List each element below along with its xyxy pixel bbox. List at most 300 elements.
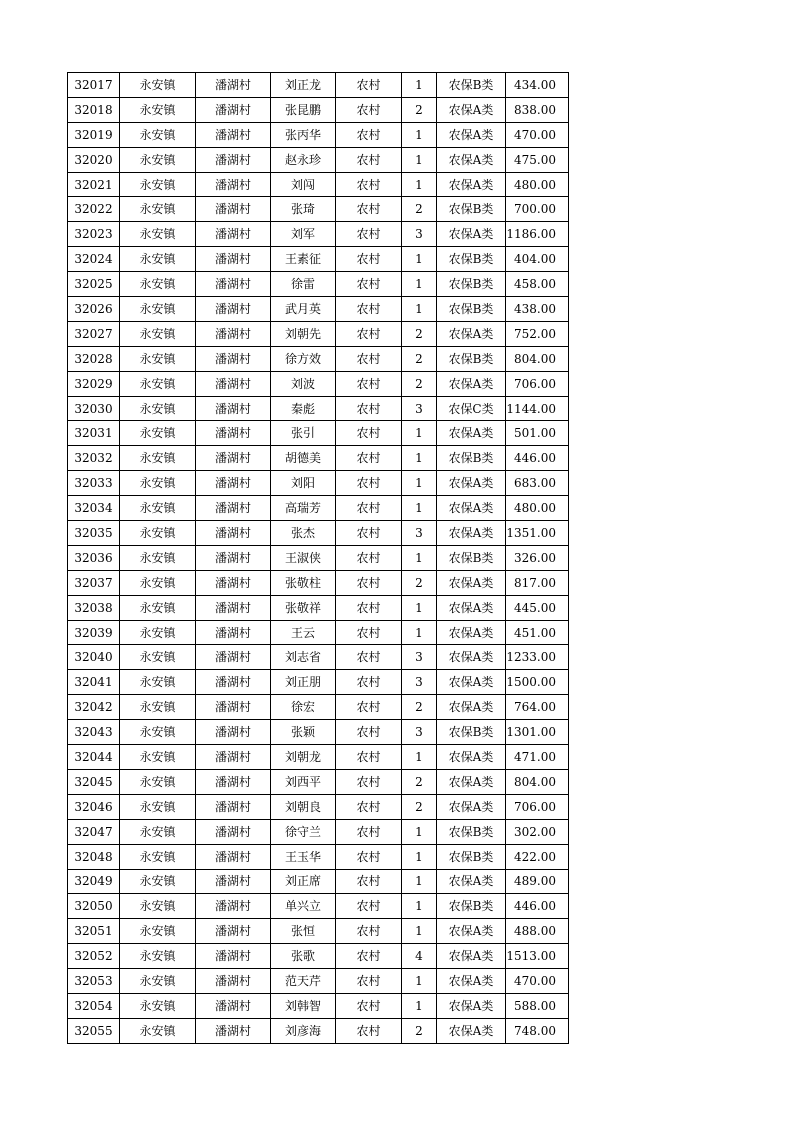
record-id-cell: 32028 bbox=[68, 346, 120, 371]
type-cell: 农村 bbox=[336, 869, 402, 894]
record-id-cell: 32051 bbox=[68, 919, 120, 944]
amount-cell: 488.00 bbox=[506, 919, 569, 944]
household-count-cell: 1 bbox=[402, 272, 437, 297]
name-cell: 张颖 bbox=[271, 720, 336, 745]
household-count-cell: 1 bbox=[402, 496, 437, 521]
name-cell: 张丙华 bbox=[271, 122, 336, 147]
town-cell: 永安镇 bbox=[120, 97, 196, 122]
town-cell: 永安镇 bbox=[120, 496, 196, 521]
amount-cell: 471.00 bbox=[506, 745, 569, 770]
insurance-class-cell: 农保B类 bbox=[437, 844, 506, 869]
record-id-cell: 32048 bbox=[68, 844, 120, 869]
table-row bbox=[68, 919, 569, 944]
type-cell: 农村 bbox=[336, 844, 402, 869]
table-row bbox=[68, 222, 569, 247]
village-cell: 潘湖村 bbox=[196, 471, 271, 496]
name-cell: 张杰 bbox=[271, 521, 336, 546]
name-cell: 刘西平 bbox=[271, 769, 336, 794]
amount-cell: 764.00 bbox=[506, 695, 569, 720]
village-cell: 潘湖村 bbox=[196, 272, 271, 297]
village-cell: 潘湖村 bbox=[196, 1018, 271, 1043]
type-cell: 农村 bbox=[336, 595, 402, 620]
insurance-class-cell: 农保C类 bbox=[437, 396, 506, 421]
village-cell: 潘湖村 bbox=[196, 396, 271, 421]
type-cell: 农村 bbox=[336, 73, 402, 98]
town-cell: 永安镇 bbox=[120, 471, 196, 496]
amount-cell: 489.00 bbox=[506, 869, 569, 894]
town-cell: 永安镇 bbox=[120, 769, 196, 794]
town-cell: 永安镇 bbox=[120, 521, 196, 546]
village-cell: 潘湖村 bbox=[196, 222, 271, 247]
name-cell: 张敬祥 bbox=[271, 595, 336, 620]
village-cell: 潘湖村 bbox=[196, 247, 271, 272]
name-cell: 张琦 bbox=[271, 197, 336, 222]
type-cell: 农村 bbox=[336, 720, 402, 745]
table-row bbox=[68, 794, 569, 819]
household-count-cell: 1 bbox=[402, 993, 437, 1018]
insurance-class-cell: 农保A类 bbox=[437, 371, 506, 396]
household-count-cell: 1 bbox=[402, 122, 437, 147]
name-cell: 刘阳 bbox=[271, 471, 336, 496]
record-id-cell: 32053 bbox=[68, 969, 120, 994]
table-row bbox=[68, 819, 569, 844]
household-count-cell: 2 bbox=[402, 695, 437, 720]
insurance-class-cell: 农保A类 bbox=[437, 570, 506, 595]
table-row bbox=[68, 272, 569, 297]
record-id-cell: 32031 bbox=[68, 421, 120, 446]
name-cell: 刘闯 bbox=[271, 172, 336, 197]
record-id-cell: 32032 bbox=[68, 446, 120, 471]
household-count-cell: 2 bbox=[402, 97, 437, 122]
insurance-class-cell: 农保B类 bbox=[437, 73, 506, 98]
table-row bbox=[68, 869, 569, 894]
insurance-class-cell: 农保A类 bbox=[437, 172, 506, 197]
record-id-cell: 32040 bbox=[68, 645, 120, 670]
amount-cell: 804.00 bbox=[506, 346, 569, 371]
record-id-cell: 32042 bbox=[68, 695, 120, 720]
table-row bbox=[68, 620, 569, 645]
village-cell: 潘湖村 bbox=[196, 321, 271, 346]
village-cell: 潘湖村 bbox=[196, 297, 271, 322]
household-count-cell: 1 bbox=[402, 919, 437, 944]
type-cell: 农村 bbox=[336, 371, 402, 396]
table-row bbox=[68, 147, 569, 172]
name-cell: 刘波 bbox=[271, 371, 336, 396]
name-cell: 刘正朋 bbox=[271, 670, 336, 695]
name-cell: 高瑞芳 bbox=[271, 496, 336, 521]
village-cell: 潘湖村 bbox=[196, 620, 271, 645]
amount-cell: 501.00 bbox=[506, 421, 569, 446]
town-cell: 永安镇 bbox=[120, 396, 196, 421]
table-row bbox=[68, 670, 569, 695]
household-count-cell: 2 bbox=[402, 769, 437, 794]
insurance-class-cell: 农保A类 bbox=[437, 421, 506, 446]
insurance-class-cell: 农保A类 bbox=[437, 496, 506, 521]
insurance-class-cell: 农保A类 bbox=[437, 521, 506, 546]
type-cell: 农村 bbox=[336, 346, 402, 371]
table-row bbox=[68, 471, 569, 496]
record-id-cell: 32039 bbox=[68, 620, 120, 645]
household-count-cell: 1 bbox=[402, 73, 437, 98]
insurance-class-cell: 农保A类 bbox=[437, 869, 506, 894]
record-id-cell: 32027 bbox=[68, 321, 120, 346]
type-cell: 农村 bbox=[336, 969, 402, 994]
table-row bbox=[68, 521, 569, 546]
town-cell: 永安镇 bbox=[120, 346, 196, 371]
town-cell: 永安镇 bbox=[120, 745, 196, 770]
amount-cell: 470.00 bbox=[506, 969, 569, 994]
table-row bbox=[68, 371, 569, 396]
insurance-class-cell: 农保B类 bbox=[437, 446, 506, 471]
insurance-class-cell: 农保B类 bbox=[437, 297, 506, 322]
town-cell: 永安镇 bbox=[120, 720, 196, 745]
record-id-cell: 32045 bbox=[68, 769, 120, 794]
household-count-cell: 1 bbox=[402, 297, 437, 322]
amount-cell: 1144.00 bbox=[506, 396, 569, 421]
type-cell: 农村 bbox=[336, 670, 402, 695]
household-count-cell: 1 bbox=[402, 620, 437, 645]
amount-cell: 1233.00 bbox=[506, 645, 569, 670]
town-cell: 永安镇 bbox=[120, 122, 196, 147]
insurance-class-cell: 农保B类 bbox=[437, 819, 506, 844]
name-cell: 张恒 bbox=[271, 919, 336, 944]
amount-cell: 434.00 bbox=[506, 73, 569, 98]
town-cell: 永安镇 bbox=[120, 944, 196, 969]
record-id-cell: 32036 bbox=[68, 545, 120, 570]
household-count-cell: 1 bbox=[402, 147, 437, 172]
village-cell: 潘湖村 bbox=[196, 869, 271, 894]
type-cell: 农村 bbox=[336, 147, 402, 172]
type-cell: 农村 bbox=[336, 496, 402, 521]
type-cell: 农村 bbox=[336, 446, 402, 471]
amount-cell: 470.00 bbox=[506, 122, 569, 147]
record-id-cell: 32050 bbox=[68, 894, 120, 919]
table-row bbox=[68, 993, 569, 1018]
insurance-class-cell: 农保A类 bbox=[437, 993, 506, 1018]
table-row bbox=[68, 720, 569, 745]
type-cell: 农村 bbox=[336, 794, 402, 819]
name-cell: 刘正龙 bbox=[271, 73, 336, 98]
insurance-class-cell: 农保A类 bbox=[437, 769, 506, 794]
record-id-cell: 32035 bbox=[68, 521, 120, 546]
insurance-class-cell: 农保B类 bbox=[437, 272, 506, 297]
town-cell: 永安镇 bbox=[120, 794, 196, 819]
household-count-cell: 4 bbox=[402, 944, 437, 969]
table-row bbox=[68, 645, 569, 670]
town-cell: 永安镇 bbox=[120, 371, 196, 396]
village-cell: 潘湖村 bbox=[196, 595, 271, 620]
type-cell: 农村 bbox=[336, 570, 402, 595]
town-cell: 永安镇 bbox=[120, 1018, 196, 1043]
village-cell: 潘湖村 bbox=[196, 919, 271, 944]
amount-cell: 1301.00 bbox=[506, 720, 569, 745]
village-cell: 潘湖村 bbox=[196, 545, 271, 570]
name-cell: 刘正席 bbox=[271, 869, 336, 894]
record-id-cell: 32043 bbox=[68, 720, 120, 745]
amount-cell: 817.00 bbox=[506, 570, 569, 595]
name-cell: 王玉华 bbox=[271, 844, 336, 869]
village-cell: 潘湖村 bbox=[196, 969, 271, 994]
household-count-cell: 1 bbox=[402, 545, 437, 570]
table-row bbox=[68, 496, 569, 521]
village-cell: 潘湖村 bbox=[196, 97, 271, 122]
table-row bbox=[68, 545, 569, 570]
type-cell: 农村 bbox=[336, 197, 402, 222]
village-cell: 潘湖村 bbox=[196, 695, 271, 720]
insurance-class-cell: 农保A类 bbox=[437, 944, 506, 969]
amount-cell: 326.00 bbox=[506, 545, 569, 570]
amount-cell: 446.00 bbox=[506, 446, 569, 471]
household-count-cell: 1 bbox=[402, 894, 437, 919]
village-cell: 潘湖村 bbox=[196, 819, 271, 844]
household-count-cell: 1 bbox=[402, 819, 437, 844]
insurance-class-cell: 农保A类 bbox=[437, 471, 506, 496]
insurance-class-cell: 农保A类 bbox=[437, 321, 506, 346]
record-id-cell: 32044 bbox=[68, 745, 120, 770]
record-id-cell: 32041 bbox=[68, 670, 120, 695]
name-cell: 王淑侠 bbox=[271, 545, 336, 570]
type-cell: 农村 bbox=[336, 993, 402, 1018]
type-cell: 农村 bbox=[336, 769, 402, 794]
village-cell: 潘湖村 bbox=[196, 894, 271, 919]
type-cell: 农村 bbox=[336, 620, 402, 645]
household-count-cell: 1 bbox=[402, 421, 437, 446]
town-cell: 永安镇 bbox=[120, 894, 196, 919]
table-row bbox=[68, 695, 569, 720]
village-cell: 潘湖村 bbox=[196, 346, 271, 371]
record-id-cell: 32049 bbox=[68, 869, 120, 894]
household-count-cell: 2 bbox=[402, 794, 437, 819]
table-row bbox=[68, 769, 569, 794]
insurance-class-cell: 农保B类 bbox=[437, 545, 506, 570]
record-id-cell: 32055 bbox=[68, 1018, 120, 1043]
record-id-cell: 32018 bbox=[68, 97, 120, 122]
town-cell: 永安镇 bbox=[120, 247, 196, 272]
amount-cell: 480.00 bbox=[506, 172, 569, 197]
table-row bbox=[68, 346, 569, 371]
record-id-cell: 32024 bbox=[68, 247, 120, 272]
amount-cell: 838.00 bbox=[506, 97, 569, 122]
amount-cell: 458.00 bbox=[506, 272, 569, 297]
insurance-class-cell: 农保A类 bbox=[437, 122, 506, 147]
village-cell: 潘湖村 bbox=[196, 421, 271, 446]
household-count-cell: 2 bbox=[402, 346, 437, 371]
name-cell: 徐宏 bbox=[271, 695, 336, 720]
table-row bbox=[68, 172, 569, 197]
type-cell: 农村 bbox=[336, 321, 402, 346]
record-id-cell: 32047 bbox=[68, 819, 120, 844]
household-count-cell: 1 bbox=[402, 172, 437, 197]
type-cell: 农村 bbox=[336, 471, 402, 496]
town-cell: 永安镇 bbox=[120, 297, 196, 322]
amount-cell: 706.00 bbox=[506, 371, 569, 396]
type-cell: 农村 bbox=[336, 1018, 402, 1043]
amount-cell: 422.00 bbox=[506, 844, 569, 869]
record-id-cell: 32017 bbox=[68, 73, 120, 98]
record-id-cell: 32023 bbox=[68, 222, 120, 247]
town-cell: 永安镇 bbox=[120, 197, 196, 222]
town-cell: 永安镇 bbox=[120, 919, 196, 944]
town-cell: 永安镇 bbox=[120, 695, 196, 720]
town-cell: 永安镇 bbox=[120, 73, 196, 98]
type-cell: 农村 bbox=[336, 172, 402, 197]
household-count-cell: 2 bbox=[402, 1018, 437, 1043]
type-cell: 农村 bbox=[336, 297, 402, 322]
name-cell: 徐守兰 bbox=[271, 819, 336, 844]
town-cell: 永安镇 bbox=[120, 869, 196, 894]
village-cell: 潘湖村 bbox=[196, 993, 271, 1018]
town-cell: 永安镇 bbox=[120, 819, 196, 844]
amount-cell: 446.00 bbox=[506, 894, 569, 919]
table-row bbox=[68, 97, 569, 122]
record-id-cell: 32037 bbox=[68, 570, 120, 595]
household-count-cell: 3 bbox=[402, 396, 437, 421]
beneficiary-table bbox=[67, 72, 569, 1044]
town-cell: 永安镇 bbox=[120, 172, 196, 197]
table-row bbox=[68, 321, 569, 346]
name-cell: 武月英 bbox=[271, 297, 336, 322]
insurance-class-cell: 农保A类 bbox=[437, 222, 506, 247]
amount-cell: 1513.00 bbox=[506, 944, 569, 969]
amount-cell: 804.00 bbox=[506, 769, 569, 794]
record-id-cell: 32029 bbox=[68, 371, 120, 396]
town-cell: 永安镇 bbox=[120, 147, 196, 172]
name-cell: 胡德美 bbox=[271, 446, 336, 471]
insurance-class-cell: 农保B类 bbox=[437, 720, 506, 745]
type-cell: 农村 bbox=[336, 222, 402, 247]
name-cell: 刘朝龙 bbox=[271, 745, 336, 770]
household-count-cell: 3 bbox=[402, 720, 437, 745]
insurance-class-cell: 农保A类 bbox=[437, 645, 506, 670]
amount-cell: 451.00 bbox=[506, 620, 569, 645]
insurance-class-cell: 农保A类 bbox=[437, 147, 506, 172]
type-cell: 农村 bbox=[336, 247, 402, 272]
village-cell: 潘湖村 bbox=[196, 521, 271, 546]
town-cell: 永安镇 bbox=[120, 670, 196, 695]
insurance-class-cell: 农保A类 bbox=[437, 595, 506, 620]
name-cell: 单兴立 bbox=[271, 894, 336, 919]
town-cell: 永安镇 bbox=[120, 645, 196, 670]
amount-cell: 683.00 bbox=[506, 471, 569, 496]
type-cell: 农村 bbox=[336, 272, 402, 297]
household-count-cell: 2 bbox=[402, 570, 437, 595]
household-count-cell: 3 bbox=[402, 521, 437, 546]
insurance-class-cell: 农保B类 bbox=[437, 197, 506, 222]
table-body bbox=[68, 73, 569, 1044]
village-cell: 潘湖村 bbox=[196, 446, 271, 471]
household-count-cell: 2 bbox=[402, 371, 437, 396]
record-id-cell: 32054 bbox=[68, 993, 120, 1018]
insurance-class-cell: 农保A类 bbox=[437, 919, 506, 944]
record-id-cell: 32026 bbox=[68, 297, 120, 322]
amount-cell: 748.00 bbox=[506, 1018, 569, 1043]
amount-cell: 438.00 bbox=[506, 297, 569, 322]
name-cell: 王云 bbox=[271, 620, 336, 645]
type-cell: 农村 bbox=[336, 645, 402, 670]
table-row bbox=[68, 745, 569, 770]
table-row bbox=[68, 122, 569, 147]
village-cell: 潘湖村 bbox=[196, 371, 271, 396]
name-cell: 刘朝良 bbox=[271, 794, 336, 819]
name-cell: 徐雷 bbox=[271, 272, 336, 297]
village-cell: 潘湖村 bbox=[196, 197, 271, 222]
household-count-cell: 3 bbox=[402, 645, 437, 670]
amount-cell: 302.00 bbox=[506, 819, 569, 844]
type-cell: 农村 bbox=[336, 97, 402, 122]
village-cell: 潘湖村 bbox=[196, 122, 271, 147]
household-count-cell: 1 bbox=[402, 869, 437, 894]
type-cell: 农村 bbox=[336, 894, 402, 919]
name-cell: 王素征 bbox=[271, 247, 336, 272]
table-row bbox=[68, 595, 569, 620]
table-row bbox=[68, 1018, 569, 1043]
village-cell: 潘湖村 bbox=[196, 745, 271, 770]
town-cell: 永安镇 bbox=[120, 222, 196, 247]
insurance-class-cell: 农保A类 bbox=[437, 969, 506, 994]
insurance-class-cell: 农保A类 bbox=[437, 794, 506, 819]
amount-cell: 1186.00 bbox=[506, 222, 569, 247]
table-row bbox=[68, 894, 569, 919]
town-cell: 永安镇 bbox=[120, 620, 196, 645]
record-id-cell: 32021 bbox=[68, 172, 120, 197]
amount-cell: 480.00 bbox=[506, 496, 569, 521]
town-cell: 永安镇 bbox=[120, 321, 196, 346]
household-count-cell: 1 bbox=[402, 969, 437, 994]
town-cell: 永安镇 bbox=[120, 570, 196, 595]
amount-cell: 445.00 bbox=[506, 595, 569, 620]
insurance-class-cell: 农保A类 bbox=[437, 745, 506, 770]
table-row bbox=[68, 969, 569, 994]
name-cell: 张昆鹏 bbox=[271, 97, 336, 122]
table-row bbox=[68, 197, 569, 222]
table-row bbox=[68, 446, 569, 471]
insurance-class-cell: 农保B类 bbox=[437, 346, 506, 371]
name-cell: 刘韩智 bbox=[271, 993, 336, 1018]
table-row bbox=[68, 944, 569, 969]
town-cell: 永安镇 bbox=[120, 446, 196, 471]
record-id-cell: 32038 bbox=[68, 595, 120, 620]
type-cell: 农村 bbox=[336, 421, 402, 446]
household-count-cell: 2 bbox=[402, 321, 437, 346]
village-cell: 潘湖村 bbox=[196, 147, 271, 172]
town-cell: 永安镇 bbox=[120, 545, 196, 570]
insurance-class-cell: 农保A类 bbox=[437, 97, 506, 122]
name-cell: 刘彦海 bbox=[271, 1018, 336, 1043]
name-cell: 刘军 bbox=[271, 222, 336, 247]
town-cell: 永安镇 bbox=[120, 844, 196, 869]
town-cell: 永安镇 bbox=[120, 421, 196, 446]
name-cell: 张歌 bbox=[271, 944, 336, 969]
name-cell: 赵永珍 bbox=[271, 147, 336, 172]
amount-cell: 1351.00 bbox=[506, 521, 569, 546]
village-cell: 潘湖村 bbox=[196, 570, 271, 595]
household-count-cell: 1 bbox=[402, 446, 437, 471]
record-id-cell: 32046 bbox=[68, 794, 120, 819]
table-row bbox=[68, 844, 569, 869]
village-cell: 潘湖村 bbox=[196, 496, 271, 521]
household-count-cell: 1 bbox=[402, 745, 437, 770]
record-id-cell: 32022 bbox=[68, 197, 120, 222]
record-id-cell: 32020 bbox=[68, 147, 120, 172]
name-cell: 刘朝先 bbox=[271, 321, 336, 346]
type-cell: 农村 bbox=[336, 919, 402, 944]
village-cell: 潘湖村 bbox=[196, 645, 271, 670]
amount-cell: 475.00 bbox=[506, 147, 569, 172]
type-cell: 农村 bbox=[336, 122, 402, 147]
village-cell: 潘湖村 bbox=[196, 670, 271, 695]
table-row bbox=[68, 73, 569, 98]
table-row bbox=[68, 396, 569, 421]
